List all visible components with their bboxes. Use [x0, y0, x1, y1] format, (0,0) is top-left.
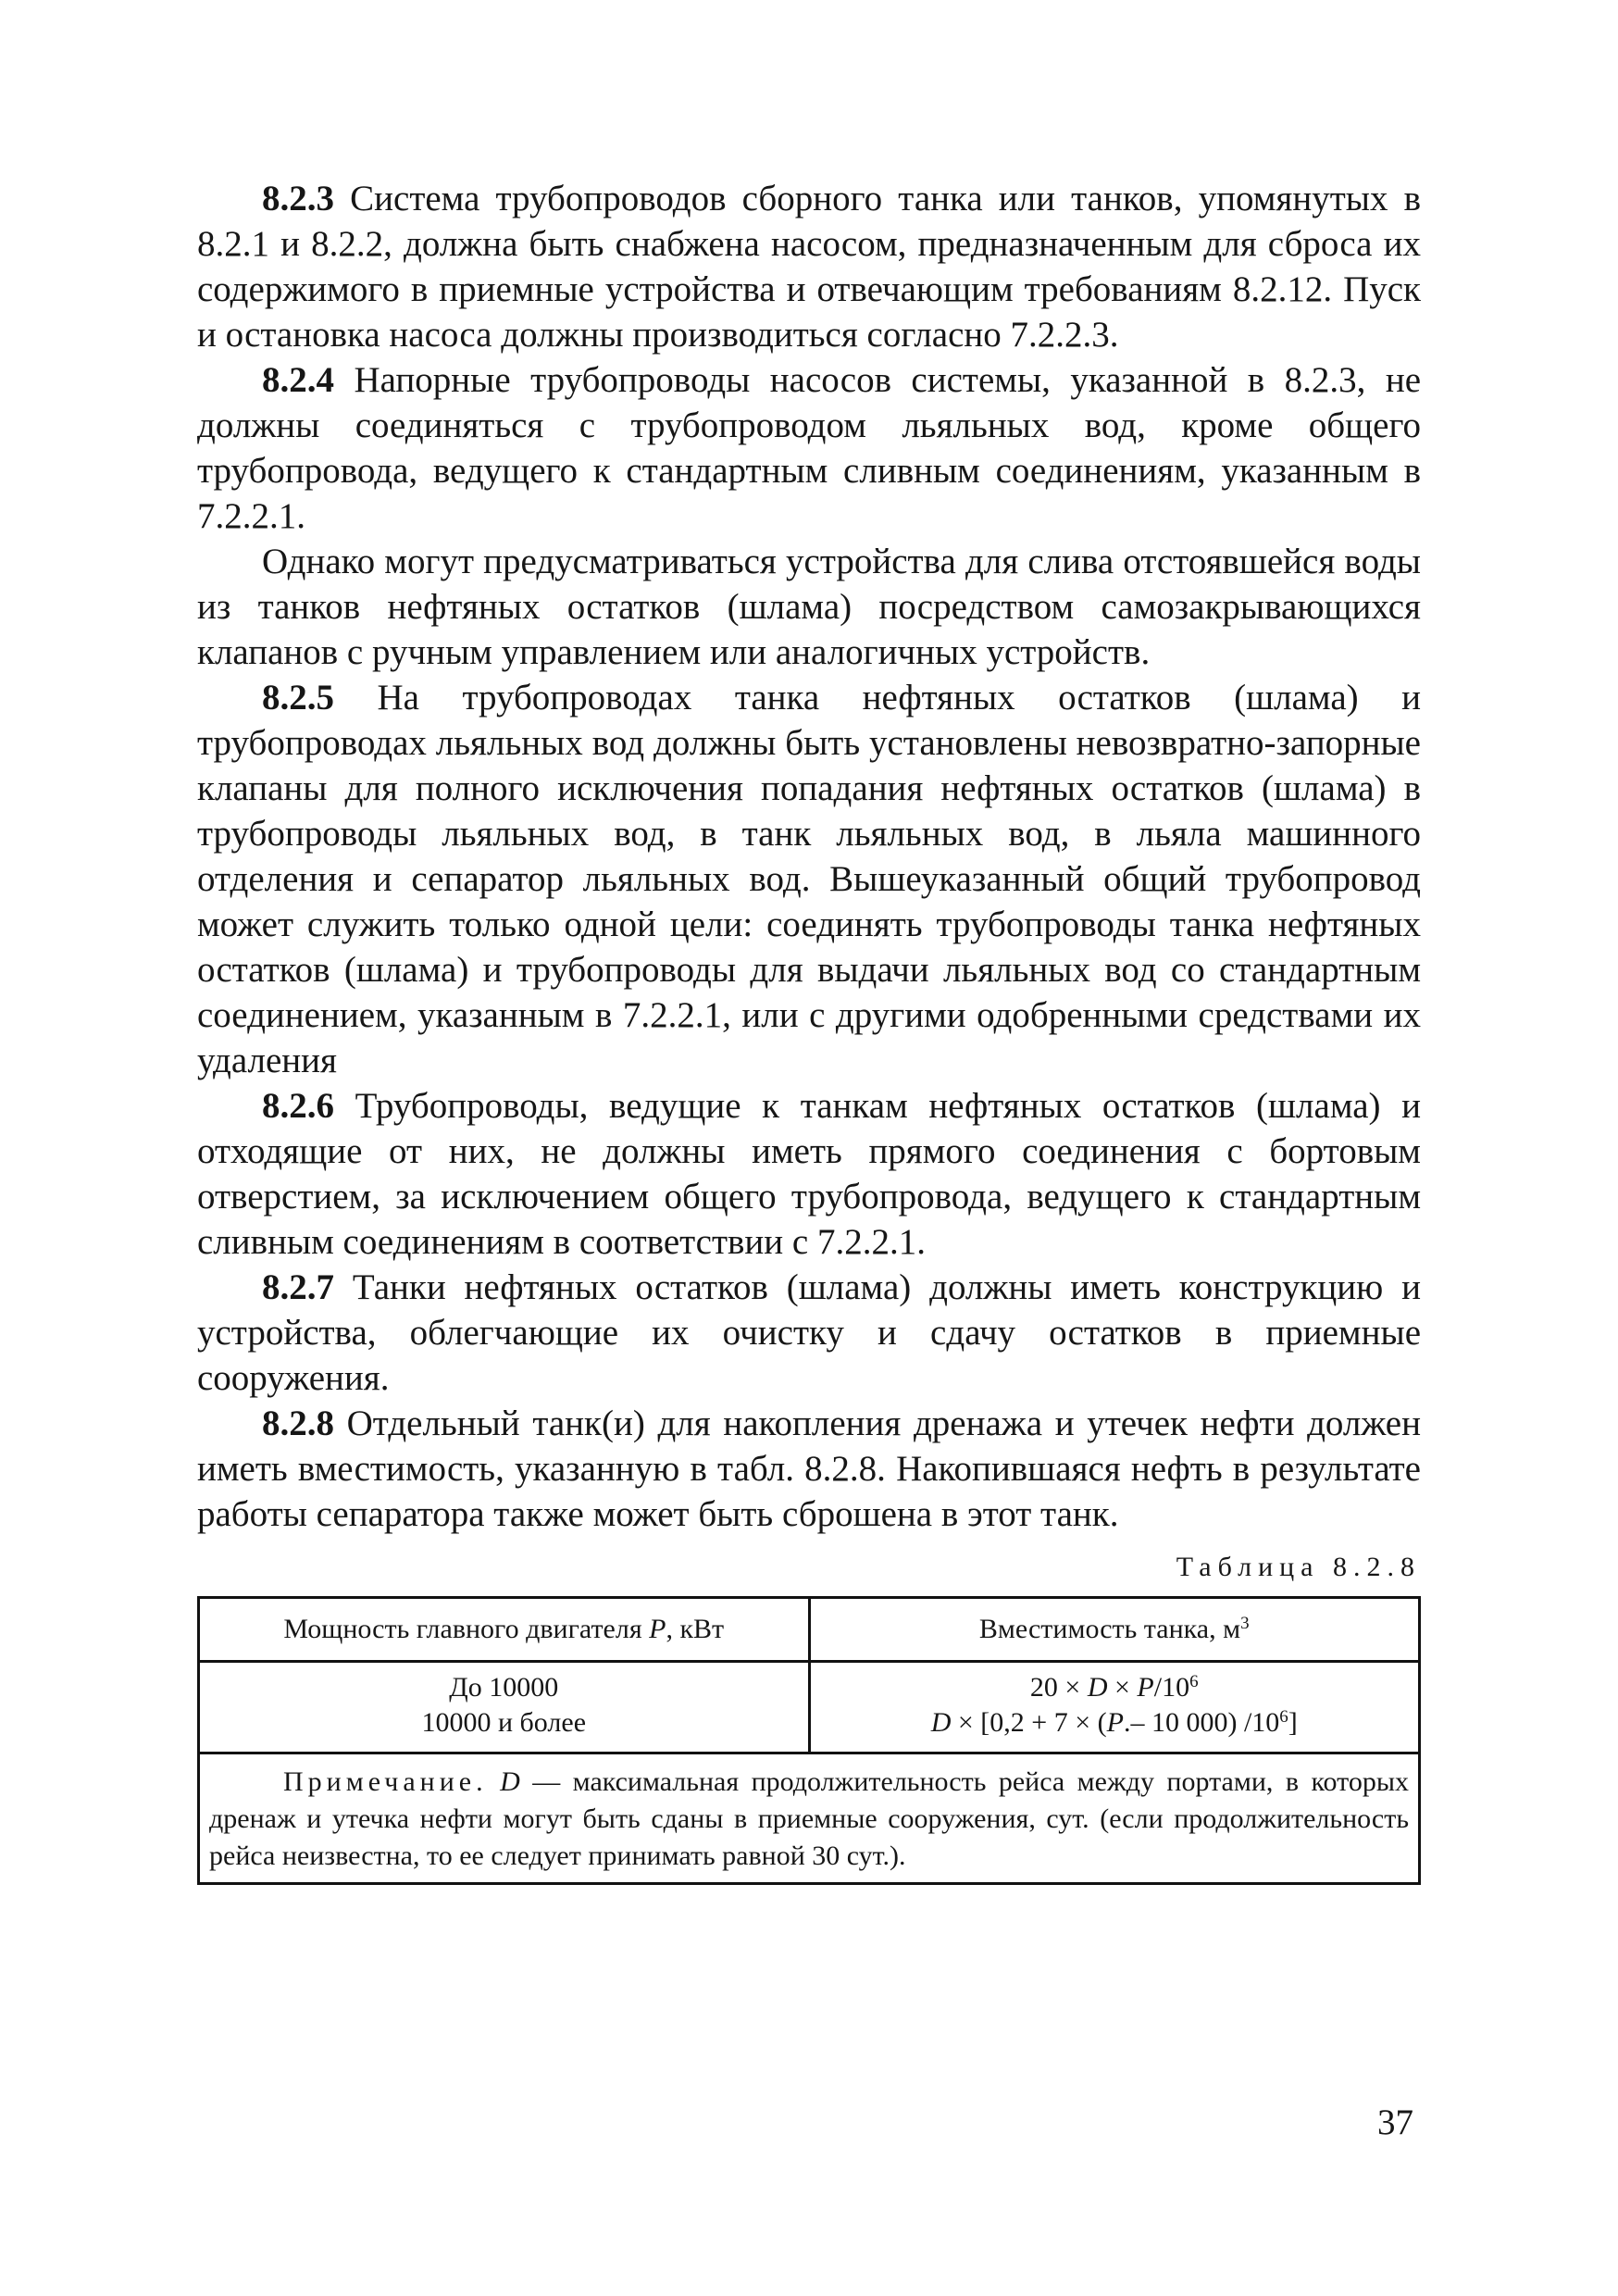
clause-number: 8.2.8 [262, 1404, 334, 1443]
paragraph-8-2-8 [197, 1401, 1421, 1537]
tank-capacity-table [197, 1596, 1421, 1885]
paragraph-8-2-4-continued [197, 539, 1421, 675]
table-header-row [199, 1598, 1420, 1662]
clause-number: 8.2.7 [262, 1267, 334, 1307]
note-label: Примечание. [283, 1766, 488, 1797]
clause-text: Отдельный танк(и) для накопления дренажа и утечек нефти должен иметь вместимость, указанную в табл. 8.2.8. Накопившаяся нефть в результате работы сепаратора также может быть сброшена в этот танк. [197, 1404, 1421, 1534]
table-row [199, 1662, 1420, 1753]
clause-number: 8.2.6 [262, 1086, 334, 1126]
column-header-capacity: Вместимость танка, $м^3$ [809, 1598, 1420, 1662]
note-text: — максимальная продолжительность рейса между портами, в которых дренаж и утечка нефти могут быть сданы в приемные сооружения, сут. (если продолжительность рейса неизвестна, то ее следует принимать равной 30 сут.). [209, 1766, 1410, 1871]
clause-text: На трубопроводах танка нефтяных остатков (шлама) и трубопроводах льяльных вод должны быть установлены невозвратно-запорные клапаны для полного исключения попадания нефтяных остатков (шлама) в трубопроводы льяльных вод, в танк льяльных вод, в льяла машинного отделения и сепаратор льяльных вод. Вышеуказанный общий трубопровод может служить только одной цели: соединять трубопроводы танка нефтяных остатков (шлама) и трубопроводы для выдачи льяльных вод со стандартным соединением, указанным в 7.2.2.1, или с другими одобренными средствами их удаления [197, 678, 1421, 1080]
clause-number: 8.2.4 [262, 360, 334, 400]
paragraph-8-2-3 [197, 176, 1421, 357]
table-note-row [199, 1753, 1420, 1884]
paragraph-8-2-6 [197, 1083, 1421, 1265]
paragraph-8-2-7 [197, 1265, 1421, 1401]
clause-number: 8.2.5 [262, 678, 334, 718]
clause-text: Однако могут предусматриваться устройства для слива отстоявшейся воды из танков нефтяных остатков (шлама) посредством самозакрывающихся клапанов с ручным управлением или аналогичных устройств. [197, 542, 1421, 672]
table-caption: Таблица 8.2.8 [1176, 1552, 1421, 1582]
paragraph-8-2-5 [197, 675, 1421, 1083]
clause-text: Напорные трубопроводы насосов системы, указанной в 8.2.3, не должны соединяться с трубопроводом льяльных вод, кроме общего трубопровода, ведущего к стандартным сливным соединениям, указанным в 7.2.2.1. [197, 360, 1421, 536]
clause-text: Система трубопроводов сборного танка или танков, упомянутых в 8.2.1 и 8.2.2, должна быть снабжена насосом, предназначенным для сброса их содержимого в приемные устройства и отвечающим требованиям 8.2.12. Пуск и остановка насоса должны производиться согласно 7.2.2.3. [197, 179, 1421, 355]
clause-text: Трубопроводы, ведущие к танкам нефтяных остатков (шлама) и отходящие от них, не должны иметь прямого соединения с бортовым отверстием, за исключением общего трубопровода, ведущего к стандартным сливным соединениям в соответствии с 7.2.2.1. [197, 1086, 1421, 1262]
column-header-power: Мощность главного двигателя P, кВт [199, 1598, 810, 1662]
variable-d: D [500, 1766, 520, 1797]
page-number: 37 [1377, 2103, 1413, 2142]
power-value: До 10000 [449, 1672, 559, 1703]
capacity-formula: $20 \times D \times P/10^6$ [1029, 1672, 1199, 1703]
capacity-formulas-cell [809, 1662, 1420, 1753]
clause-number: 8.2.3 [262, 179, 334, 218]
variable-p: P [649, 1614, 666, 1644]
capacity-formula: D × [0,2 + 7 × (P.– 10 000) $/10^6$] [930, 1707, 1298, 1738]
power-values-cell [199, 1662, 810, 1753]
power-value: 10000 и более [421, 1707, 587, 1738]
table-note [199, 1753, 1420, 1884]
paragraph-8-2-4 [197, 357, 1421, 539]
clause-text: Танки нефтяных остатков (шлама) должны иметь конструкцию и устройства, облегчающие их очистку и сдачу остатков в приемные сооружения. [197, 1267, 1421, 1398]
page-content [197, 176, 1421, 1885]
